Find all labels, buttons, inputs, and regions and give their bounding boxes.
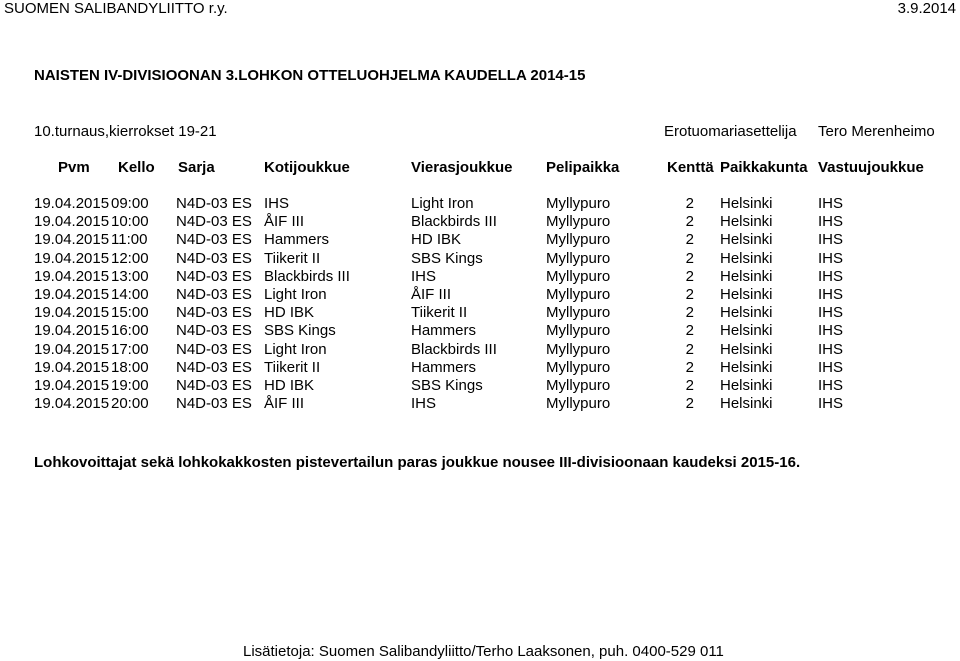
match-series: N4D-03 ES bbox=[176, 249, 252, 267]
match-venue: Myllypuro bbox=[546, 286, 611, 303]
match-city: Helsinki bbox=[720, 195, 773, 212]
match-away-team: IHS bbox=[411, 395, 437, 413]
match-time: 14:00 bbox=[111, 286, 149, 303]
match-date: 19.04.2015 bbox=[34, 358, 110, 376]
match-court: 2 bbox=[685, 286, 694, 303]
match-venue: Myllypuro bbox=[546, 231, 611, 249]
header-paikkakunta: Paikkakunta bbox=[720, 159, 808, 176]
match-away-team: Tiikerit II bbox=[411, 304, 468, 322]
match-venue: Myllypuro bbox=[546, 340, 611, 358]
match-home-team: Tiikerit II bbox=[264, 249, 321, 267]
match-venue: Myllypuro bbox=[546, 304, 611, 322]
match-away-team: SBS Kings bbox=[411, 249, 483, 267]
header-vastuujoukkue: Vastuujoukkue bbox=[818, 159, 924, 176]
match-date: 19.04.2015 bbox=[34, 395, 110, 413]
match-venue: Myllypuro bbox=[546, 358, 611, 376]
match-home-team: HD IBK bbox=[264, 304, 315, 322]
table-header bbox=[0, 159, 960, 177]
match-time: 16:00 bbox=[111, 322, 149, 340]
match-away-team: Light Iron bbox=[411, 195, 474, 212]
match-court: 2 bbox=[685, 377, 694, 394]
match-home-team: ÅIF III bbox=[264, 213, 305, 231]
match-court: 2 bbox=[685, 340, 694, 358]
match-responsible-team: IHS bbox=[818, 340, 844, 358]
match-away-team: Hammers bbox=[411, 358, 477, 376]
match-date: 19.04.2015 bbox=[34, 286, 110, 303]
match-series: N4D-03 ES bbox=[176, 377, 252, 394]
match-home-team: Tiikerit II bbox=[264, 358, 321, 376]
match-time: 12:00 bbox=[111, 249, 149, 267]
match-series: N4D-03 ES bbox=[176, 358, 252, 376]
match-responsible-team: IHS bbox=[818, 249, 844, 267]
match-time: 11:00 bbox=[111, 231, 148, 249]
match-away-team: Hammers bbox=[411, 322, 477, 340]
match-date: 19.04.2015 bbox=[34, 304, 110, 322]
promotion-note: Lohkovoittajat sekä lohkokakkosten pistevertailun paras joukkue nousee III-divisioonaan kaudeksi 2015-16. bbox=[34, 454, 801, 471]
match-series: N4D-03 ES bbox=[176, 322, 252, 340]
match-time: 18:00 bbox=[111, 358, 149, 376]
match-time: 17:00 bbox=[111, 340, 149, 358]
match-away-team: Blackbirds III bbox=[411, 213, 497, 231]
match-responsible-team: IHS bbox=[818, 213, 844, 231]
match-home-team: ÅIF III bbox=[264, 395, 305, 413]
match-series: N4D-03 ES bbox=[176, 213, 252, 231]
match-responsible-team: IHS bbox=[818, 377, 844, 394]
match-time: 13:00 bbox=[111, 267, 149, 285]
table-row bbox=[0, 359, 960, 377]
match-date: 19.04.2015 bbox=[34, 377, 110, 394]
match-venue: Myllypuro bbox=[546, 249, 611, 267]
match-city: Helsinki bbox=[720, 304, 773, 322]
match-city: Helsinki bbox=[720, 286, 773, 303]
referee-name: Tero Merenheimo bbox=[818, 123, 935, 140]
match-away-team: SBS Kings bbox=[411, 377, 483, 394]
match-city: Helsinki bbox=[720, 358, 773, 376]
match-time: 10:00 bbox=[111, 213, 149, 231]
organization-name: SUOMEN SALIBANDYLIITTO r.y. bbox=[4, 0, 228, 17]
match-date: 19.04.2015 bbox=[34, 231, 110, 249]
match-court: 2 bbox=[685, 395, 694, 413]
match-series: N4D-03 ES bbox=[176, 195, 252, 212]
match-venue: Myllypuro bbox=[546, 377, 611, 394]
match-away-team: HD IBK bbox=[411, 231, 462, 249]
match-city: Helsinki bbox=[720, 213, 773, 231]
header-vierasjoukkue: Vierasjoukkue bbox=[411, 159, 513, 176]
match-series: N4D-03 ES bbox=[176, 286, 252, 303]
header-kello: Kello bbox=[118, 159, 155, 176]
page-title: NAISTEN IV-DIVISIOONAN 3.LOHKON OTTELUOHJELMA KAUDELLA 2014-15 bbox=[34, 67, 586, 84]
match-date: 19.04.2015 bbox=[34, 322, 110, 340]
match-venue: Myllypuro bbox=[546, 213, 611, 231]
match-home-team: Hammers bbox=[264, 231, 330, 249]
match-city: Helsinki bbox=[720, 377, 773, 394]
match-responsible-team: IHS bbox=[818, 267, 844, 285]
match-home-team: IHS bbox=[264, 195, 290, 212]
match-away-team: ÅIF III bbox=[411, 286, 452, 303]
match-home-team: SBS Kings bbox=[264, 322, 336, 340]
match-series: N4D-03 ES bbox=[176, 395, 252, 413]
match-responsible-team: IHS bbox=[818, 395, 844, 413]
table-row bbox=[0, 195, 960, 213]
match-court: 2 bbox=[685, 213, 694, 231]
match-court: 2 bbox=[685, 304, 694, 322]
match-home-team: Light Iron bbox=[264, 286, 327, 303]
match-court: 2 bbox=[685, 322, 694, 340]
match-responsible-team: IHS bbox=[818, 322, 844, 340]
header-pelipaikka: Pelipaikka bbox=[546, 159, 620, 176]
match-responsible-team: IHS bbox=[818, 195, 844, 212]
match-date: 19.04.2015 bbox=[34, 213, 110, 231]
footer-contact: Lisätietoja: Suomen Salibandyliitto/Terho Laaksonen, puh. 0400-529 011 bbox=[243, 643, 724, 660]
match-away-team: IHS bbox=[411, 267, 437, 285]
table-row bbox=[0, 341, 960, 359]
header-pvm: Pvm bbox=[58, 159, 90, 176]
table-row bbox=[0, 231, 960, 249]
match-series: N4D-03 ES bbox=[176, 231, 252, 249]
match-time: 09:00 bbox=[111, 195, 149, 212]
match-city: Helsinki bbox=[720, 322, 773, 340]
table-row bbox=[0, 250, 960, 268]
table-row bbox=[0, 213, 960, 231]
match-court: 2 bbox=[685, 231, 694, 249]
table-row bbox=[0, 377, 960, 395]
match-venue: Myllypuro bbox=[546, 395, 611, 413]
table-row bbox=[0, 395, 960, 413]
match-responsible-team: IHS bbox=[818, 286, 844, 303]
table-row bbox=[0, 286, 960, 304]
match-home-team: Light Iron bbox=[264, 340, 327, 358]
header-sarja: Sarja bbox=[178, 159, 215, 176]
match-court: 2 bbox=[685, 358, 694, 376]
match-series: N4D-03 ES bbox=[176, 304, 252, 322]
match-court: 2 bbox=[685, 249, 694, 267]
match-time: 15:00 bbox=[111, 304, 149, 322]
table-row bbox=[0, 268, 960, 286]
match-responsible-team: IHS bbox=[818, 304, 844, 322]
match-time: 20:00 bbox=[111, 395, 149, 413]
match-court: 2 bbox=[685, 195, 694, 212]
match-date: 19.04.2015 bbox=[34, 195, 110, 212]
match-city: Helsinki bbox=[720, 267, 773, 285]
match-responsible-team: IHS bbox=[818, 231, 844, 249]
table-row bbox=[0, 322, 960, 340]
header-kotijoukkue: Kotijoukkue bbox=[264, 159, 350, 176]
match-date: 19.04.2015 bbox=[34, 340, 110, 358]
match-venue: Myllypuro bbox=[546, 195, 611, 212]
match-court: 2 bbox=[685, 267, 694, 285]
match-date: 19.04.2015 bbox=[34, 249, 110, 267]
round-label: 10.turnaus,kierrokset 19-21 bbox=[34, 123, 217, 140]
match-home-team: Blackbirds III bbox=[264, 267, 350, 285]
match-venue: Myllypuro bbox=[546, 322, 611, 340]
match-city: Helsinki bbox=[720, 395, 773, 413]
match-series: N4D-03 ES bbox=[176, 267, 252, 285]
match-city: Helsinki bbox=[720, 231, 773, 249]
match-series: N4D-03 ES bbox=[176, 340, 252, 358]
header-kentta: Kenttä bbox=[667, 159, 714, 176]
match-home-team: HD IBK bbox=[264, 377, 315, 394]
match-city: Helsinki bbox=[720, 249, 773, 267]
match-city: Helsinki bbox=[720, 340, 773, 358]
match-responsible-team: IHS bbox=[818, 358, 844, 376]
match-date: 19.04.2015 bbox=[34, 267, 110, 285]
document-date: 3.9.2014 bbox=[897, 0, 956, 17]
match-time: 19:00 bbox=[111, 377, 149, 394]
match-away-team: Blackbirds III bbox=[411, 340, 497, 358]
match-venue: Myllypuro bbox=[546, 267, 611, 285]
referee-label: Erotuomariasettelija bbox=[664, 123, 797, 140]
table-row bbox=[0, 304, 960, 322]
